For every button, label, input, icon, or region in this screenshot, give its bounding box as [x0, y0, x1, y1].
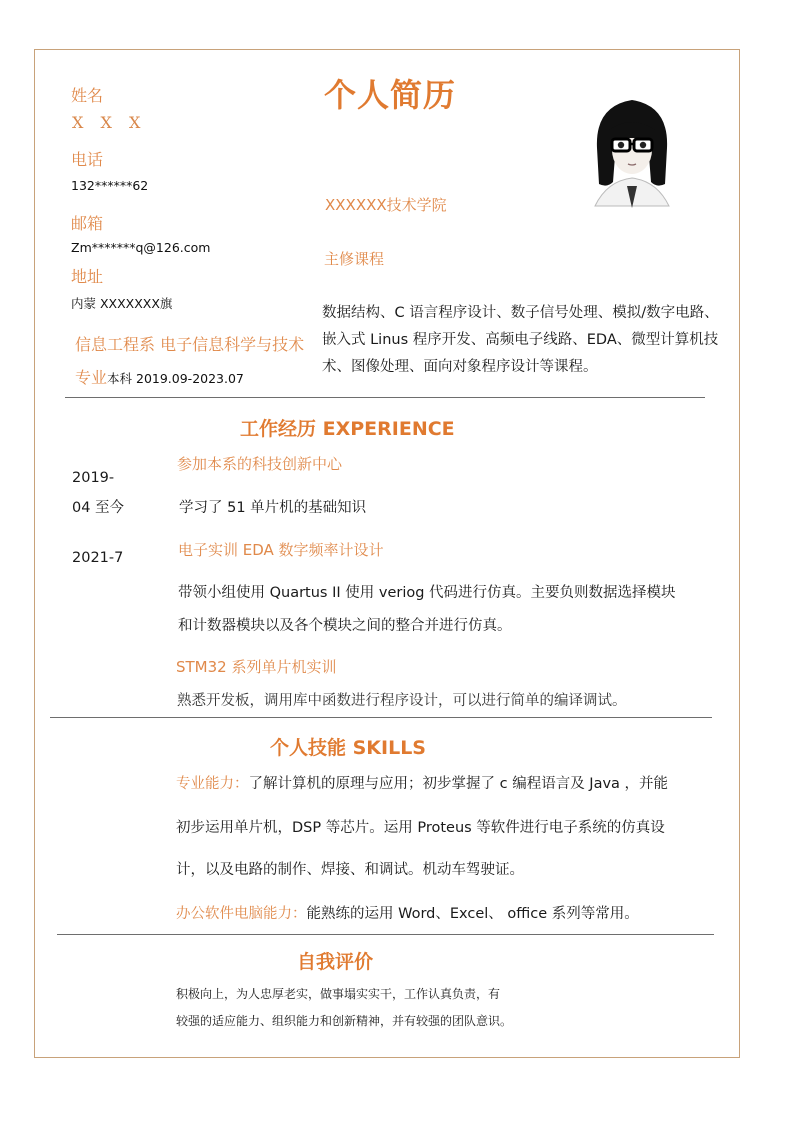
exp3-text: 熟悉开发板，调用库中函数进行程序设计，可以进行简单的编译调试。 — [177, 693, 627, 709]
skills-title: 个人技能 SKILLS — [270, 737, 426, 759]
avatar-illustration-icon — [595, 100, 669, 208]
name-label: 姓名 — [71, 86, 104, 105]
page-title: 个人简历 — [324, 76, 457, 114]
exp1-text: 学习了 51 单片机的基础知识 — [179, 500, 367, 516]
exp1-date-line2: 04 至今 — [72, 500, 125, 516]
exp3-heading: STM32 系列单片机实训 — [176, 658, 337, 676]
self-eval-line2: 较强的适应能力、组织能力和创新精神，并有较强的团队意识。 — [176, 1014, 513, 1028]
major-row — [75, 365, 244, 388]
skills-pro-line3: 计，以及电路的制作、焊接、和调试。机动车驾驶证。 — [176, 862, 524, 878]
divider-experience — [50, 717, 712, 718]
skills-pro-line1 — [176, 772, 668, 793]
exp1-date-line1: 2019- — [72, 470, 115, 486]
courses-text: 数据结构、C 语言程序设计、数子信号处理、模拟/数字电路、嵌入式 Linus 程序开发、高频电子线路、EDA、微型计算机技术、图像处理、面向对象程序设计等课程。 — [322, 305, 719, 375]
school-name: XXXXXX技术学院 — [325, 196, 447, 214]
phone-label: 电话 — [71, 150, 104, 169]
experience-title: 工作经历 EXPERIENCE — [240, 418, 455, 440]
exp2-date: 2021-7 — [72, 550, 124, 566]
skills-pro-line2: 初步运用单片机，DSP 等芯片。运用 Proteus 等软件进行电子系统的仿真设 — [176, 820, 665, 836]
address-label: 地址 — [71, 267, 104, 286]
phone-value: 132******62 — [71, 178, 149, 193]
exp2-text-line1: 带领小组使用 Quartus II 使用 veriog 代码进行仿真。主要负则数据选择模块 — [178, 585, 676, 601]
self-eval-line1: 积极向上，为人忠厚老实，做事塌实实干，工作认真负责，有 — [176, 987, 501, 1001]
exp2-heading: 电子实训 EDA 数字频率计设计 — [178, 541, 384, 559]
name-value: X X X — [72, 113, 147, 132]
skills-office-label: 办公软件电脑能力： — [176, 906, 307, 922]
exp1-heading: 参加本系的科技创新中心 — [177, 455, 343, 473]
major-label: 专业 — [75, 368, 108, 387]
major-value: 本科 2019.09-2023.07 — [107, 371, 244, 386]
skills-pro-text1: 了解计算机的原理与应用；初步掌握了 c 编程语言及 Java ，并能 — [248, 776, 669, 792]
skills-pro-label: 专业能力： — [176, 776, 249, 792]
divider-top — [65, 397, 705, 398]
exp2-text-line2: 和计数器模块以及各个模块之间的整合并进行仿真。 — [178, 618, 512, 634]
courses-label: 主修课程 — [324, 250, 385, 268]
email-value: Zm*******q@126.com — [71, 240, 211, 255]
skills-office-line — [176, 902, 639, 923]
self-eval-title: 自我评价 — [297, 951, 374, 973]
divider-skills — [57, 934, 714, 935]
department-text: 信息工程系 电子信息科学与技术 — [75, 335, 305, 354]
skills-office-text: 能熟练的运用 Word、Excel、 office 系列等常用。 — [306, 906, 639, 922]
avatar — [577, 86, 687, 216]
email-label: 邮箱 — [71, 214, 104, 233]
address-value: 内蒙 XXXXXXX旗 — [71, 296, 173, 311]
